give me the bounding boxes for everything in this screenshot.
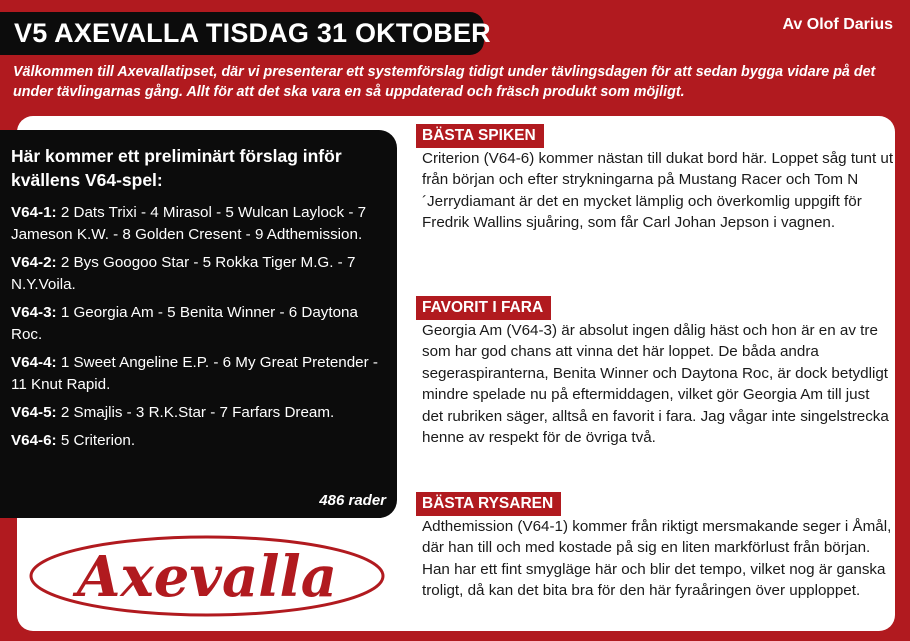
- section-text: Criterion (V64-6) kommer nästan till dukat bord här. Loppet såg tunt ut från början och efter strykningarna på Mustang Racer och Tom N´Jerrydiamant är det en mycket lämplig och överkomlig uppgift för Fredrik Wallins sjuåring, som får Carl Johan Jepson i vagnen.: [422, 150, 894, 232]
- race-label: V64-2:: [11, 254, 57, 271]
- race-item: [11, 352, 387, 396]
- race-label: V64-4:: [11, 354, 57, 371]
- proposal-box: [0, 130, 397, 518]
- proposal-heading: Här kommer ett preliminärt förslag inför kvällens V64-spel:: [11, 146, 342, 190]
- race-horses: 2 Smajlis - 3 R.K.Star - 7 Farfars Dream.: [56, 404, 335, 421]
- section-best-spike: [416, 124, 894, 234]
- race-list: [11, 202, 387, 458]
- section-badge: BÄSTA RYSAREN: [416, 492, 561, 516]
- logo-text: Axevalla: [76, 544, 338, 610]
- page-title: V5 AXEVALLA TISDAG 31 OKTOBER: [14, 18, 491, 48]
- race-item: [11, 202, 387, 246]
- section-favorite-in-danger: [416, 296, 894, 448]
- axevalla-logo: [18, 524, 396, 624]
- race-horses: 5 Criterion.: [56, 432, 136, 449]
- rows-count: 486 rader: [319, 492, 386, 509]
- race-label: V64-6:: [11, 432, 57, 449]
- author-byline: Av Olof Darius: [782, 16, 893, 33]
- section-text: Adthemission (V64-1) kommer från riktigt mersmakande seger i Åmål, där han till och med kostade på sig en liten markförlust från början. Han har ett fint smygläge här och blir det tempo, vilket nog är ganska troligt, då kan det bita bra för den här fyraåringen över upploppet.: [422, 518, 892, 600]
- race-label: V64-1:: [11, 204, 57, 221]
- race-item: [11, 252, 387, 296]
- race-label: V64-5:: [11, 404, 57, 421]
- section-best-thriller: [416, 492, 894, 602]
- section-text: Georgia Am (V64-3) är absolut ingen dålig häst och hon är en av tre som har god chans att vinna det här loppet. De båda andra segeraspiranterna, Benita Winner och Daytona Roc, är dock betydligt mindre spelade nu på eftermiddagen, vilket gör Georgia Am till just det rubriken säger, alltså en favorit i fara. Jag vågar inte singelstrecka henne av respekt för de övriga två.: [422, 322, 889, 447]
- race-item: [11, 430, 387, 452]
- section-badge: BÄSTA SPIKEN: [416, 124, 544, 148]
- race-item: [11, 402, 387, 424]
- intro-text: Välkommen till Axevallatipset, där vi presenterar ett systemförslag tidigt under tävlingsdagen för att sedan bygga vidare på det under tävlingarnas gång. Allt för att det ska vara en så uppdaterad och fräsch produkt som möjligt.: [13, 64, 876, 100]
- title-banner: [0, 12, 491, 55]
- race-horses: 2 Bys Googoo Star - 5 Rokka Tiger M.G. - 7 N.Y.Voila.: [11, 254, 356, 293]
- section-badge: FAVORIT I FARA: [416, 296, 551, 320]
- race-label: V64-3:: [11, 304, 57, 321]
- race-horses: 2 Dats Trixi - 4 Mirasol - 5 Wulcan Laylock - 7 Jameson K.W. - 8 Golden Cresent - 9 Adthemission.: [11, 204, 367, 243]
- race-horses: 1 Sweet Angeline E.P. - 6 My Great Pretender - 11 Knut Rapid.: [11, 354, 378, 393]
- race-horses: 1 Georgia Am - 5 Benita Winner - 6 Daytona Roc.: [11, 304, 358, 343]
- race-item: [11, 302, 387, 346]
